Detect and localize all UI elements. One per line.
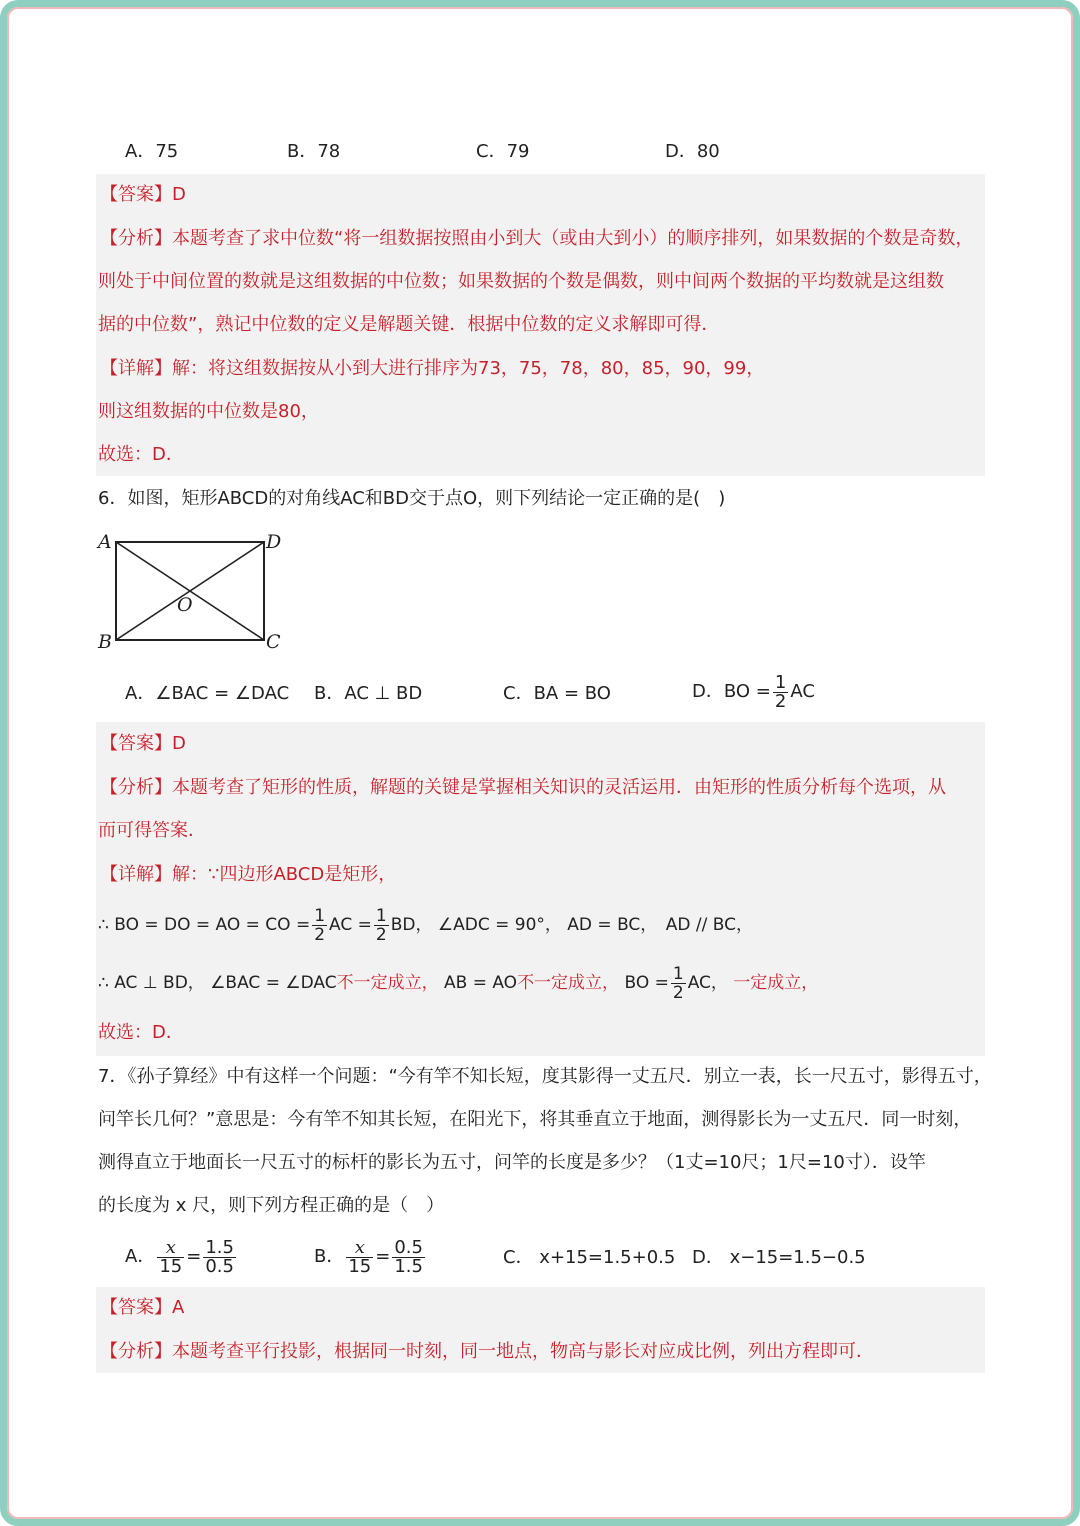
q6-question: 6．如图，矩形ABCD的对角线AC和BD交于点O，则下列结论一定正确的是( ) bbox=[98, 488, 726, 509]
q5-option-a: A．75 bbox=[125, 141, 179, 162]
q5-analysis-line-1: 【分析】本题考查了求中位数“将一组数据按照由小到大（或由大到小）的顺序排列，如果数据的个数是奇数， bbox=[100, 228, 974, 249]
q6-option-c: C．BA = BO bbox=[503, 683, 611, 704]
q5-analysis-line-2: 则处于中间位置的数就是这组数据的中位数；如果数据的个数是偶数，则中间两个数据的平均数就是这组数 bbox=[98, 271, 944, 292]
q7-option-c: C． x+15=1.5+0.5 bbox=[503, 1247, 676, 1268]
q5-option-d: D．80 bbox=[665, 141, 720, 162]
fraction-one-half: $\frac{1}{2}$ bbox=[774, 671, 787, 712]
q5-analysis-line-3: 据的中位数”，熟记中位数的定义是解题关键．根据中位数的定义求解即可得． bbox=[98, 314, 720, 335]
label-d: D bbox=[266, 531, 282, 553]
q6-solution-box bbox=[96, 722, 985, 1056]
q6-analysis-line-2: 而可得答案． bbox=[98, 820, 206, 841]
q6-answer: 【答案】D bbox=[100, 733, 186, 754]
q6-detail-line-2: ∴ BO = DO = AO = CO = $\frac{1}{2}$ AC = $\frac{1}{2}$ BD， ∠ADC = 90°， AD = BC， AD // BC， bbox=[98, 905, 754, 945]
q7-line-4: 的长度为 x 尺，则下列方程正确的是（ ） bbox=[98, 1195, 445, 1216]
q7-analysis: 【分析】本题考查平行投影，根据同一时刻，同一地点，物高与影长对应成比例，列出方程即可． bbox=[100, 1341, 874, 1362]
q6-detail-line-3: ∴ AC ⊥ BD， ∠BAC = ∠DAC不一定成立， AB = AO不一定成立， BO = $\frac{1}{2}$ AC， 一定成立， bbox=[98, 963, 819, 1003]
q5-detail-line-3: 故选：D． bbox=[98, 444, 184, 465]
q7-line-1: 7．《孙子算经》中有这样一个问题：“今有竿不知长短，度其影得一丈五尺．别立一表，长一尺五寸，影得五寸， bbox=[98, 1066, 992, 1087]
q7-line-2: 问竿长几何？”意思是：今有竿不知其长短，在阳光下，将其垂直立于地面，测得影长为一丈五尺．同一时刻， bbox=[98, 1109, 972, 1130]
q5-detail-line-1: 【详解】解：将这组数据按从小到大进行排序为73，75，78，80，85，90，99， bbox=[100, 358, 765, 379]
q5-option-b: B．78 bbox=[287, 141, 341, 162]
q6-option-d-suffix: AC bbox=[790, 681, 815, 702]
q6-option-b: B．AC ⊥ BD bbox=[314, 683, 423, 704]
q6-option-d bbox=[692, 672, 815, 712]
label-c: C bbox=[266, 631, 281, 653]
q5-answer: 【答案】D bbox=[100, 184, 186, 205]
label-o: O bbox=[177, 594, 193, 616]
q6-choose: 故选：D． bbox=[98, 1022, 184, 1043]
label-a: A bbox=[98, 531, 112, 553]
q6-option-a: A．∠BAC = ∠DAC bbox=[125, 683, 290, 704]
q7-option-a: A． $\frac{x}{15}$ = $\frac{1.5}{0.5}$ bbox=[125, 1236, 234, 1277]
q6-option-d-prefix: D．BO = bbox=[692, 681, 771, 702]
q6-analysis-line-1: 【分析】本题考查了矩形的性质，解题的关键是掌握相关知识的灵活运用．由矩形的性质分析每个选项，从 bbox=[100, 777, 946, 798]
q5-detail-line-2: 则这组数据的中位数是80， bbox=[98, 401, 319, 422]
rectangle-figure bbox=[94, 528, 294, 654]
q7-line-3: 测得直立于地面长一尺五寸的标杆的影长为五寸，问竿的长度是多少？（1丈=10尺；1尺=10寸）．设竿 bbox=[98, 1152, 926, 1173]
q5-option-c: C．79 bbox=[476, 141, 530, 162]
q7-option-d: D． x−15=1.5−0.5 bbox=[692, 1247, 866, 1268]
q7-answer: 【答案】A bbox=[100, 1297, 185, 1318]
q6-detail-line-1: 【详解】解：∵四边形ABCD是矩形， bbox=[100, 864, 397, 885]
label-b: B bbox=[98, 631, 112, 653]
q7-option-b: B． $\frac{x}{15}$ = $\frac{0.5}{1.5}$ bbox=[314, 1236, 423, 1277]
